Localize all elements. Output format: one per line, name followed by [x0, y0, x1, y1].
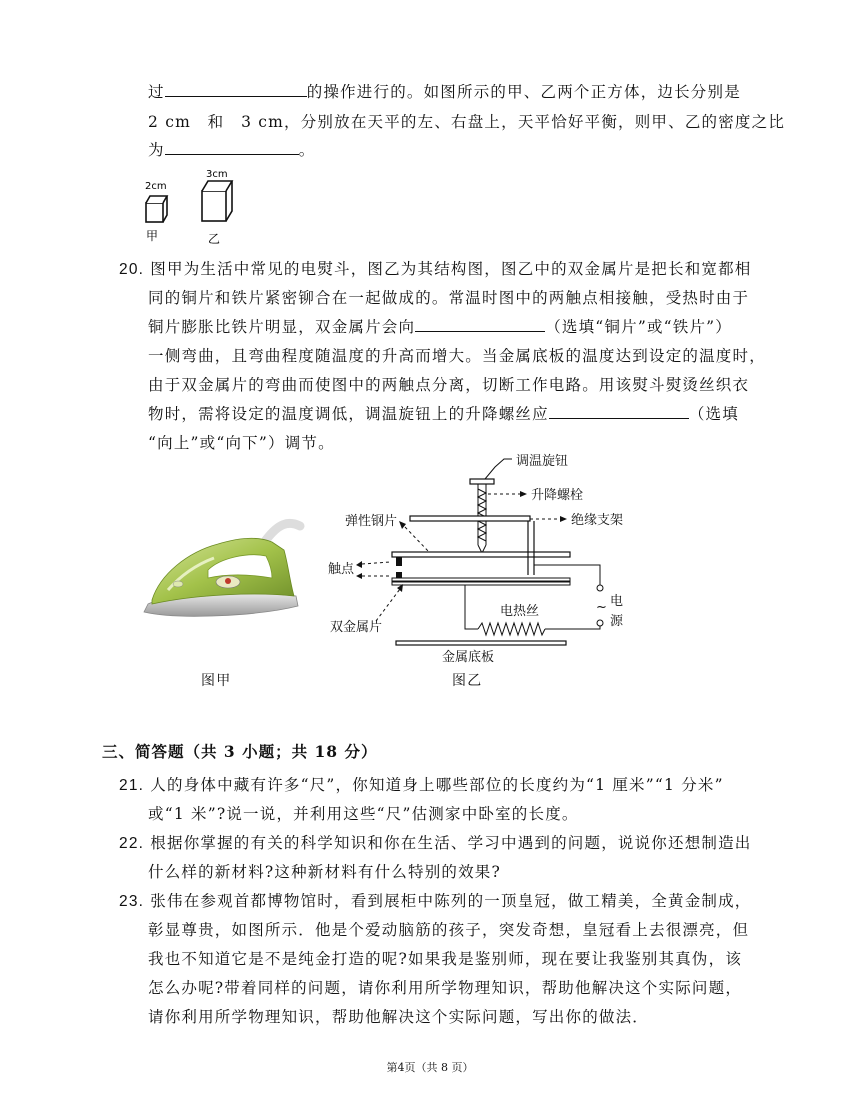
answer-blank[interactable]: [415, 330, 545, 332]
fig-a-caption: 图甲: [201, 673, 232, 689]
small-cube-label: 2cm: [145, 181, 167, 192]
insulating-bracket: [410, 516, 530, 521]
q20-line-5: 由于双金属片的弯曲而使图中的两触点分离，切断工作电路。用该熨斗熨烫丝织衣: [148, 376, 750, 394]
q19-text: 过: [148, 83, 165, 101]
q20-text: 图甲为生活中常见的电熨斗，图乙为其结构图，图乙中的双金属片是把长和宽都相: [150, 260, 752, 278]
q20-line-4: 一侧弯曲，且弯曲程度随温度的升高而增大。当金属底板的温度达到设定的温度时，: [148, 347, 766, 365]
heater-coil: [478, 623, 545, 635]
q21-line-1: [119, 773, 724, 795]
q19-line-1: [148, 80, 741, 102]
q20-text: 铜片膨胀比铁片明显，双金属片会向: [148, 318, 416, 336]
cubes-figure: [140, 163, 240, 248]
q20-line-7: “向上”或“向下”）调节。: [148, 434, 335, 452]
iron-structure-diagram: [320, 445, 650, 670]
question-number: 20.: [119, 261, 145, 278]
answer-blank[interactable]: [165, 153, 299, 155]
power-label-2: 源: [610, 614, 624, 629]
large-cube-label: 3cm: [206, 169, 228, 180]
q19-text: 为: [148, 141, 165, 159]
answer-blank[interactable]: [549, 417, 689, 419]
power-label-1: 电: [610, 594, 624, 609]
small-cube-name: 甲: [146, 229, 159, 243]
q22-line-2: 什么样的新材料?这种新材料有什么特别的效果?: [148, 863, 502, 881]
q20-line-2: 同的铜片和铁片紧密铆合在一起做成的。常温时图中的两触点相接触，受热时由于: [148, 289, 750, 307]
bimetal-label: 双金属片: [330, 620, 383, 635]
q19-text: 的操作进行的。如图所示的甲、乙两个正方体，边长分别是: [306, 83, 741, 101]
upper-contact: [396, 557, 402, 566]
base-label: 金属底板: [442, 650, 495, 665]
q23-line-5: 请你利用所学物理知识，帮助他解决这个实际问题，写出你的做法．: [148, 1008, 650, 1026]
small-cube: [146, 196, 167, 222]
q20-line-1: [119, 257, 752, 279]
knob: [470, 479, 494, 484]
q21-text: 人的身体中藏有许多“尺”，你知道身上哪些部位的长度约为“1 厘米”“1 分米”: [150, 776, 724, 794]
answer-blank[interactable]: [165, 95, 307, 97]
section-title: 三、简答题（共 3 小题；共 18 分）: [102, 742, 378, 761]
question-number: 23.: [119, 893, 145, 910]
q23-text: 张伟在参观首都博物馆时，看到展柜中陈列的一顶皇冠，做工精美，全黄金制成，: [150, 892, 752, 910]
question-number: 22.: [119, 835, 145, 852]
q23-line-3: 我也不知道它是不是纯金打造的呢?如果我是鉴别师，现在要让我鉴别其真伪，该: [148, 950, 743, 968]
iron-image: [138, 512, 308, 630]
metal-base-plate: [396, 641, 566, 645]
large-cube-name: 乙: [208, 232, 221, 246]
q20-text: （选填: [688, 405, 739, 423]
screw-label: 升降螺栓: [531, 488, 584, 503]
knob-label: 调温旋钮: [516, 454, 569, 469]
contact-label: 触点: [328, 562, 355, 577]
q23-line-1: [119, 889, 752, 911]
page-footer: 第4页（共 8 页）: [386, 1061, 474, 1074]
q19-line-3: [148, 138, 315, 160]
q22-line-1: [119, 831, 752, 853]
q20-text: 物时，需将设定的温度调低，调温旋钮上的升降螺丝应: [148, 405, 549, 423]
question-number: 21.: [119, 777, 145, 794]
power-tilde: ~: [596, 600, 607, 615]
q23-line-2: 彰显尊贵，如图所示．他是个爱动脑筋的孩子，突发奇想，皇冠看上去很漂亮，但: [148, 921, 750, 939]
q20-line-3: [148, 315, 732, 337]
q23-line-4: 怎么办呢?带着同样的问题，请你利用所学物理知识，帮助他解决这个实际问题，: [148, 979, 743, 997]
elastic-steel-plate: [392, 552, 570, 557]
q19-text: 。: [298, 141, 316, 159]
q20-line-6: [148, 402, 739, 424]
q22-text: 根据你掌握的有关的科学知识和你在生活、学习中遇到的问题，说说你还想制造出: [150, 834, 752, 852]
bimetal-strip: [392, 578, 570, 581]
bracket-label: 绝缘支架: [571, 513, 624, 528]
fig-b-caption: 图乙: [452, 673, 483, 689]
heater-label: 电热丝: [500, 604, 540, 619]
q21-line-2: 或“1 米”?说一说，并利用这些“尺”估测家中卧室的长度。: [148, 805, 579, 823]
q19-line-2: 2 cm 和 3 cm，分别放在天平的左、右盘上，天平恰好平衡，则甲、乙的密度之比: [148, 113, 786, 131]
spring-label: 弹性钢片: [345, 514, 398, 529]
large-cube: [202, 181, 232, 221]
q20-text: （选填“铜片”或“铁片”）: [545, 318, 733, 336]
